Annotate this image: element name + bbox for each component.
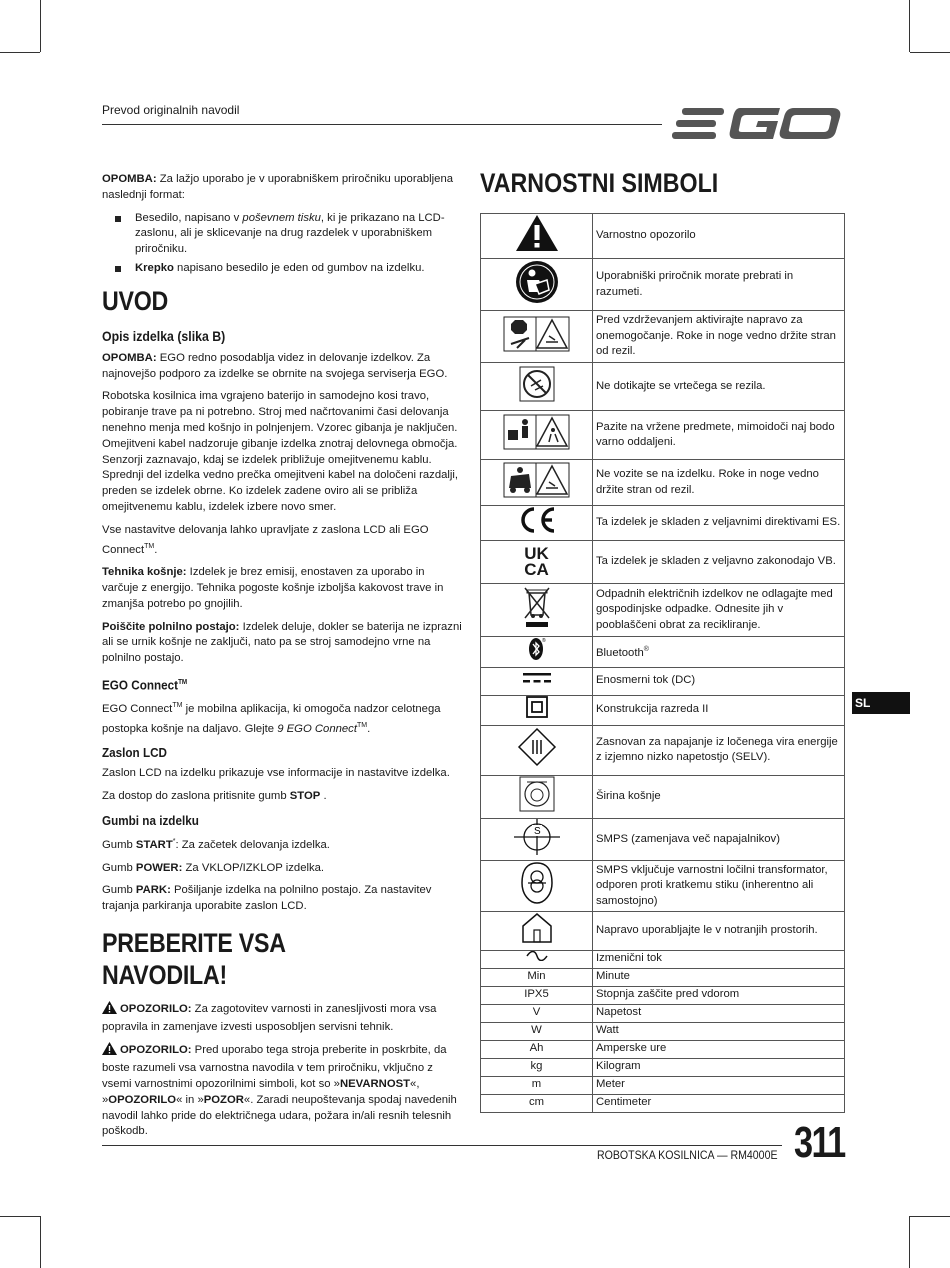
symbol-cell [481,725,593,775]
footer-rule [102,1145,782,1146]
symbol-cell [481,637,593,668]
symbol-description [593,1058,845,1076]
list-item [102,261,462,277]
symbol-row [481,637,845,668]
description-text: Watt [596,1024,619,1037]
description-text: Uporabniški priročnik morate prebrati in razumeti. [596,270,794,298]
symbol-cell [481,861,593,912]
description-text: Minute [596,970,630,983]
warning-triangle-icon [102,1042,117,1061]
description-text: Enosmerni tok (DC) [596,674,696,687]
button-name: STOP [289,790,321,803]
text: «, » [102,1078,420,1106]
text: Izdelek deluje, dokler se baterija ne izprazni ali se urnik košnje ne zaključi, nato pa se stroj samodejno vrne na polnilno postajo. [102,620,462,665]
no-riding-icon [503,462,571,504]
symbol-cell [481,584,593,637]
description-text: SMPS vključuje varnostni ločilni transformator, odporen proti kratkemu stiku (inherentno ali samostojno) [596,863,828,907]
label: Tehnika košnje: [102,566,187,579]
note-ego [102,351,462,383]
ce-mark-icon [516,506,558,540]
symbol-cell [481,1022,593,1040]
paragraph [102,861,462,877]
weee-bin-icon [522,585,552,635]
symbol-cell [481,986,593,1004]
ego-logo [672,104,844,149]
description-text: Varnostno opozorilo [596,229,696,242]
bluetooth-icon [528,637,546,667]
symbol-row [481,775,845,818]
crop-mark [909,0,910,52]
symbol-description [593,950,845,968]
symbol-cell [481,1076,593,1094]
symbol-row [481,695,845,725]
list-text: napisano besedilo je eden od gumbov na izdelku. [173,261,425,274]
footer-text: ROBOTSKA KOSILNICA — RM4000E [597,1150,778,1162]
symbol-cell [481,695,593,725]
symbol-row [481,259,845,311]
symbol-description [593,818,845,861]
paragraph: Zaslon LCD na izdelku prikazuje vse informacije in nastavitve izdelka. [102,767,450,780]
paragraph [102,789,462,805]
symbol-cell [481,1058,593,1076]
symbol-text: V [532,1006,541,1019]
note-text: Za lažjo uporabo je v uporabniškem priročniku uporabljena naslednji format: [102,173,454,201]
symbol-description [593,1004,845,1022]
stop-disable-icon [503,316,571,358]
symbol-description [593,311,845,363]
warning-paragraph [102,1042,462,1140]
description-text: Napravo uporabljajte le v notranjih prostorih. [596,924,818,936]
description-text: Ne dotikajte se vrtečega se rezila. [596,379,766,392]
symbol-row [481,1076,845,1094]
text: EGO Connect [102,702,173,715]
symbol-description [593,411,845,460]
text: «. Zaradi neupoštevanja spodaj navedenih navodil lahko pride do električnega udara, požara in/ali resnih telesnih poškodb. [102,1093,457,1138]
symbol-row [481,411,845,460]
heading-preberite: PREBERITE VSA NAVODILA! [102,927,285,990]
symbol-description [593,695,845,725]
registered-mark: ® [643,646,649,654]
page-number: 311 [794,1118,845,1167]
heading-opis: Opis izdelka (slika B) [102,327,226,344]
description-text: Meter [596,1078,625,1091]
symbol-text: kg [530,1060,543,1073]
symbol-cell [481,1094,593,1112]
cutting-width-icon [519,776,555,818]
note-format [102,172,462,204]
symbol-text: W [531,1024,542,1037]
symbol-description [593,667,845,695]
description-text: Bluetooth [596,646,644,659]
text: . [367,722,371,735]
class-ii-icon [526,696,548,724]
safety-transformer-icon [520,861,554,911]
signal-word: NEVARNOST [339,1078,411,1091]
symbol-cell [481,968,593,986]
header-rule [102,124,662,125]
button-name: POWER: [135,861,183,874]
symbol-row [481,1058,845,1076]
symbol-cell [481,460,593,506]
description-text: Napetost [596,1006,642,1019]
paragraph [102,620,462,667]
label: Poiščite polnilno postajo: [102,620,240,633]
symbol-cell [481,818,593,861]
description-text: Zasnovan za napajanje iz ločenega vira energije z izjemno nizko napetostjo (SELV). [596,735,838,763]
symbol-text: IPX5 [524,988,549,1001]
description-text: Centimeter [596,1096,652,1109]
symbol-description [593,506,845,541]
signal-word: OPOZORILO [108,1093,177,1106]
heading-ego-connect [102,674,426,693]
text: Pred uporabo tega stroja preberite in poskrbite, da boste razumeli vsa varnostna navodila v tem priročniku, vključno z vsemi varnostnimi opozorilnimi simboli, kot so » [102,1044,447,1091]
description-text: Amperske ure [596,1042,667,1055]
text: Za zagotovitev varnosti in zanesljivosti mora vsa popravila in zamenjave izvesti usposobljen servisni tehnik. [102,1002,437,1033]
warning-label: OPOZORILO: [120,1044,192,1057]
symbol-cell [481,311,593,363]
text: Pošiljanje izdelka na polnilno postajo. Za nastavitev trajanja parkiranja uporabite zaslon LCD. [102,884,432,913]
footnote-mark: * [172,837,176,845]
symbol-cell [481,912,593,951]
list-italic: poševnem tisku [242,211,321,224]
button-name: PARK: [135,884,171,897]
crop-mark [40,1216,41,1268]
symbol-description [593,637,845,668]
thrown-objects-icon [503,414,571,456]
symbol-cell [481,214,593,259]
symbol-description [593,1076,845,1094]
symbol-row [481,1094,845,1112]
symbol-description [593,541,845,584]
dc-icon [523,672,551,690]
description-text: Širina košnje [596,789,661,802]
symbol-cell [481,411,593,460]
trademark: TM [356,721,368,729]
text: . [320,790,327,803]
header-text: Prevod originalnih navodil [102,103,240,117]
list-text: Besedilo, napisano v [135,211,243,224]
symbol-description [593,725,845,775]
heading-zaslon-lcd: Zaslon LCD [102,745,168,761]
description-text: Ta izdelek je skladen z veljavnimi direktivami ES. [596,516,841,529]
symbol-row [481,950,845,968]
svg-text:S: S [533,825,541,837]
description-text: Kilogram [596,1060,641,1073]
button-name: START [135,838,173,851]
crop-mark [0,52,40,53]
warning-paragraph [102,1001,462,1036]
symbol-cell [481,541,593,584]
description-text: Pred vzdrževanjem aktivirajte napravo za onemogočanje. Roke in noge vedno držite stran od rezil. [596,314,836,358]
description-text: Konstrukcija razreda II [596,703,709,716]
text: je mobilna aplikacija, ki omogoča nadzor celotnega postopka košnje na daljavo. Glejte [102,702,441,735]
reference-link[interactable]: 9 EGO Connect [277,722,357,735]
warning-triangle-icon [515,214,559,258]
left-column [102,172,462,1147]
symbol-cell [481,775,593,818]
text: : Za začetek delovanja izdelka. [175,838,330,851]
text: Gumb [102,884,136,897]
paragraph [102,883,462,915]
symbol-cell [481,1040,593,1058]
symbol-description [593,1094,845,1112]
symbol-row [481,986,845,1004]
crop-mark [40,0,41,52]
paragraph [102,565,462,612]
ac-icon [526,951,548,967]
text: Za dostop do zaslona pritisnite gumb [102,790,290,803]
symbol-description [593,986,845,1004]
symbol-description [593,775,845,818]
symbol-text: Ah [529,1042,544,1055]
selv-icon [517,727,557,773]
heading-uvod: UVOD [102,285,169,316]
symbol-row [481,1040,845,1058]
paragraph [102,834,462,854]
list-bold: Krepko [135,261,174,274]
symbol-row [481,1004,845,1022]
symbol-description [593,1022,845,1040]
symbol-description [593,861,845,912]
symbol-row [481,214,845,259]
symbol-description [593,1040,845,1058]
crop-mark [0,1216,40,1217]
list-text: , ki je prikazano na LCD-zaslonu, ali je sklicevanje na drug razdelek v uporabniškem priročniku. [135,211,445,256]
paragraph [102,698,462,737]
symbol-description [593,259,845,311]
read-manual-icon [515,260,559,310]
text: Vse nastavitve delovanja lahko upravljate z zaslona LCD ali EGO Connect [102,523,429,556]
text: . [154,543,158,556]
description-text: Ne vozite se na izdelku. Roke in noge vedno držite stran od rezil. [596,468,819,496]
description-text: Odpadnih električnih izdelkov ne odlagajte med gospodinjske odpadke. Odnesite jih v pooblaščeni obrat za recikliranje. [596,587,833,631]
crop-mark [909,1216,910,1268]
symbol-text: m [531,1078,542,1091]
symbol-row [481,818,845,861]
paragraph [102,523,462,558]
symbol-description [593,363,845,411]
signal-word: POZOR [203,1093,244,1106]
text: Gumb [102,861,136,874]
symbol-cell [481,1004,593,1022]
symbol-description [593,460,845,506]
symbol-row [481,460,845,506]
symbol-row [481,311,845,363]
trademark: TM [178,678,188,686]
heading-gumbi: Gumbi na izdelku [102,812,199,828]
note-text: EGO redno posodablja videz in delovanje izdelkov. Za najnovejšo podporo za izdelke se obrnite na svojega serviserja EGO. [102,351,448,380]
symbol-cell [481,667,593,695]
text: Izdelek je brez emisij, enostaven za uporabo in varčuje z energijo. Tehnika pogoste košnje izboljša kakovost trave in zmanjša potrebo po gnojilih. [102,566,444,610]
language-tab: SL [852,692,910,714]
symbol-row [481,363,845,411]
crop-mark [910,1216,950,1217]
description-text: Pazite na vržene predmete, mimoidoči naj bodo varno oddaljeni. [596,420,835,448]
crop-mark [910,52,950,53]
symbol-description [593,968,845,986]
symbol-cell [481,259,593,311]
list-item [102,211,462,258]
note-label: OPOMBA: [102,351,157,364]
note-label: OPOMBA: [102,173,157,185]
symbol-text: cm [528,1096,545,1109]
symbol-text: Min [527,970,546,983]
ukca-mark-icon: UK CA [524,544,549,579]
symbol-description [593,584,845,637]
description-text: SMPS (zamenjava več napajalnikov) [596,832,780,845]
symbol-row [481,1022,845,1040]
symbols-table [480,213,845,1113]
paragraph: Robotska kosilnica ima vgrajeno baterijo in samodejno kosi travo, pobiranje trave pa ni potrebno. Stroj med načrtovanimi časi delovanja nenehno menja med košnjo in polnjenjem. Vzorec gibanja je naključen. Omejitveni kabel nadzoruje gibanje izdelka znotraj delovnega območja. Senzorji zaznavajo, kdaj se izdelek približuje omejitvenemu kablu. Sprednji del izdelka vedno prečka omejitveni kabel na določeni razdalji, preden se izdelek obrne. Ko izdelek zadene oviro ali se približa omejitvenemu kablu, izdelek izbere novo smer. [102,390,459,513]
warning-triangle-icon [102,1001,117,1020]
trademark: TM [172,702,183,710]
symbol-row [481,584,845,637]
symbol-row [481,725,845,775]
symbol-row [481,541,845,584]
svg-text:®: ® [541,638,546,644]
smps-icon [514,819,560,861]
symbol-row [481,968,845,986]
warning-label: OPOZORILO: [120,1002,192,1015]
symbol-row [481,861,845,912]
symbol-description [593,912,845,951]
symbols-title: VARNOSTNI SIMBOLI [480,168,719,198]
symbol-cell [481,950,593,968]
description-text: Izmenični tok [596,952,662,965]
symbol-row [481,667,845,695]
symbol-cell [481,506,593,541]
symbol-row [481,912,845,951]
description-text: Stopnja zaščite pred vdorom [596,988,740,1001]
symbol-cell [481,363,593,411]
no-touch-blade-icon [519,366,555,408]
indoor-use-icon [519,912,555,950]
text: « in » [176,1093,204,1106]
symbol-row [481,506,845,541]
symbol-description [593,214,845,259]
format-list [102,211,462,277]
text: Za VKLOP/IZKLOP izdelka. [182,861,325,874]
text: Gumb [102,838,136,851]
heading-text: EGO Connect [102,677,179,693]
trademark: TM [144,542,155,550]
description-text: Ta izdelek je skladen z veljavno zakonodajo VB. [596,555,836,568]
